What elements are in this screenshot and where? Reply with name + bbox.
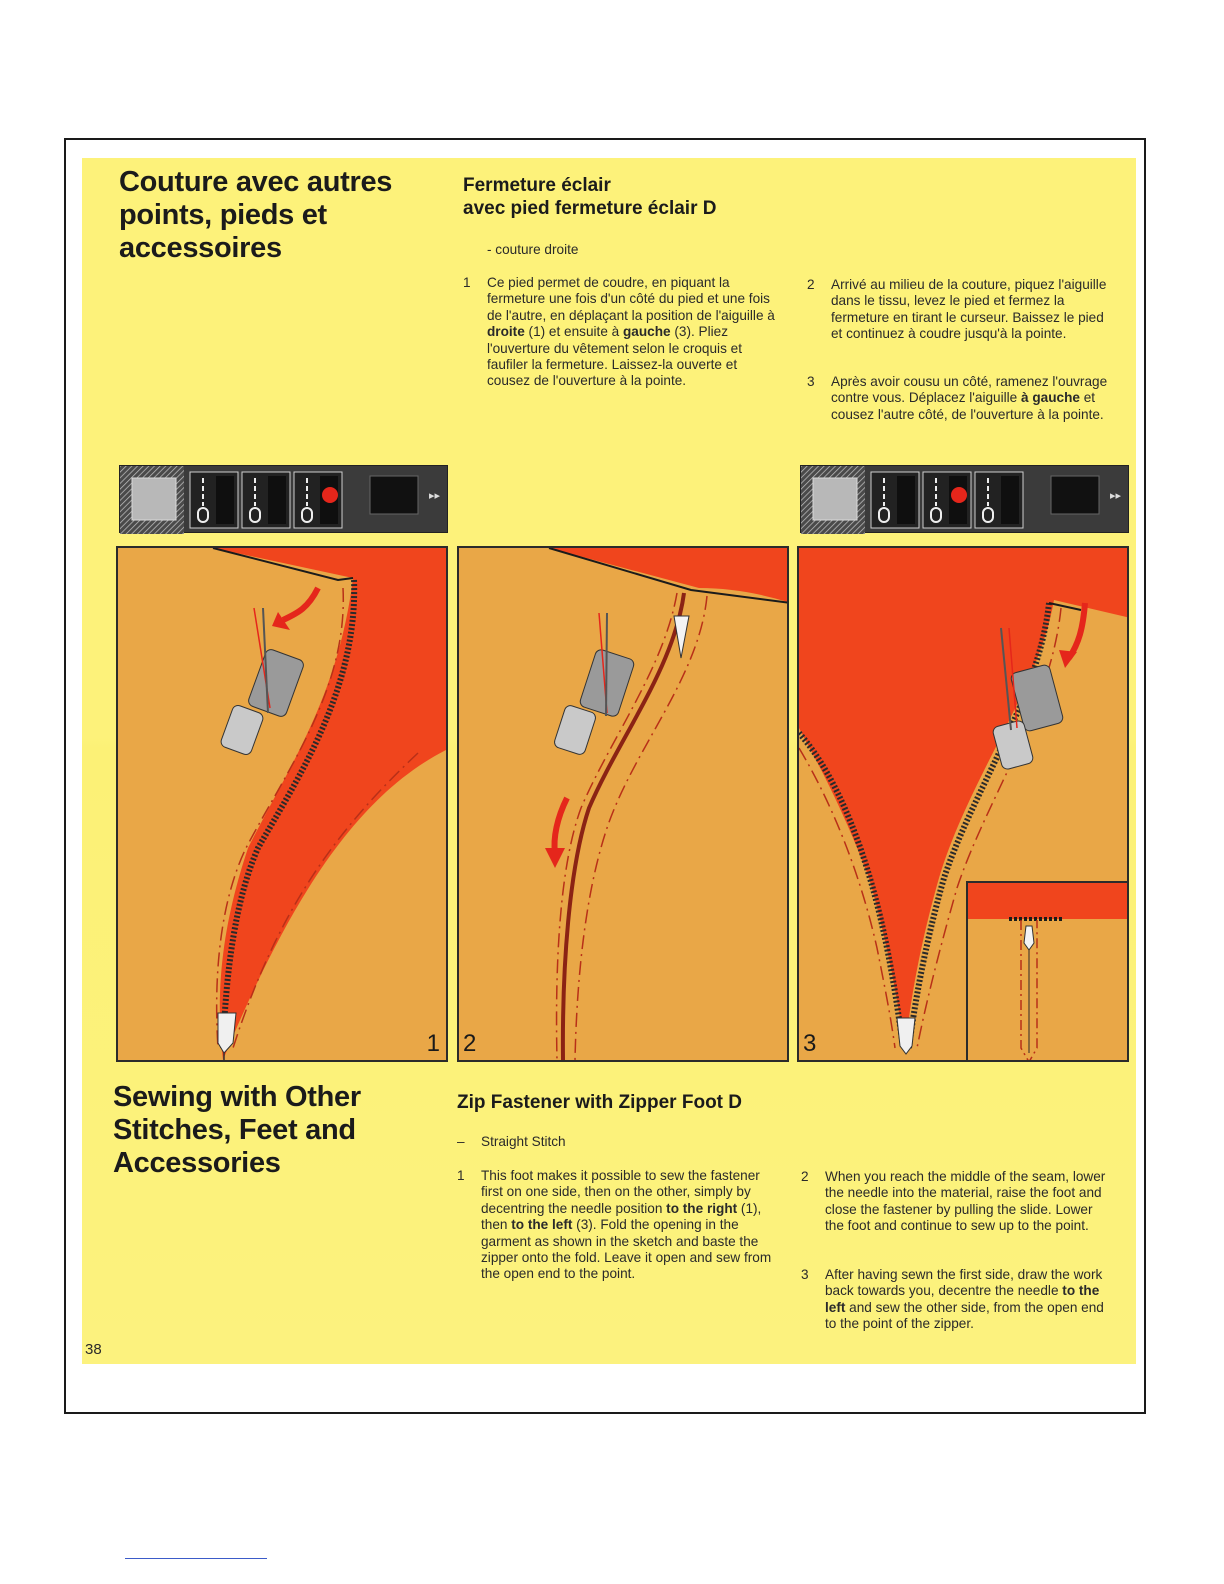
section-title-en: Zip Fastener with Zipper Foot D	[457, 1092, 742, 1113]
page-number: 38	[85, 1341, 102, 1358]
section-title-fr-line: Fermeture éclair	[463, 175, 611, 196]
panel-number: 3	[803, 1030, 817, 1057]
text-run: et cousez l'autre côté, de l'ouverture à la pointe.	[831, 390, 1104, 422]
svg-text:▸▸: ▸▸	[429, 489, 441, 502]
step-number: 2	[807, 277, 815, 292]
emphasis: droite	[487, 324, 525, 340]
title-en	[113, 1081, 361, 1180]
step-text	[487, 275, 775, 390]
step-text: When you reach the middle of the seam, lower the needle into the material, raise the foot and close the fastener by pulling the slide. Lower the foot and continue to sew up to the point.	[825, 1169, 1106, 1234]
step-number: 1	[463, 275, 471, 290]
title-fr	[119, 166, 392, 265]
step-text	[481, 1168, 773, 1283]
step-number: 1	[457, 1168, 465, 1183]
emphasis: à gauche	[1021, 390, 1080, 406]
emphasis: gauche	[623, 324, 671, 340]
step-1-fr	[463, 275, 773, 410]
text-run: Après avoir cousu un côté, ramenez l'ouvrage contre vous. Déplacez l'aiguille	[831, 374, 1108, 406]
step-number: 2	[801, 1169, 809, 1184]
title-en-line: Accessories	[113, 1147, 281, 1179]
panel-number: 1	[426, 1030, 440, 1057]
title-fr-line: accessoires	[119, 232, 282, 264]
step-text: Arrivé au milieu de la couture, piquez l'aiguille dans le tissu, levez le pied et fermez la fermeture en tirant le curseur. Baissez le pied et continuez à coudre jusqu'à la pointe.	[831, 277, 1107, 342]
section-title-fr-line: avec pied fermeture éclair D	[463, 198, 717, 219]
title-fr-line: points, pieds et	[119, 199, 327, 231]
emphasis: to the right	[666, 1200, 738, 1216]
stitch-type-fr: - couture droite	[487, 242, 579, 257]
text-run: (1), then	[481, 1200, 762, 1233]
step-3-fr	[807, 374, 1117, 444]
illustration-panel-3	[797, 546, 1129, 1062]
title-en-line: Stitches, Feet and	[113, 1114, 356, 1146]
text-run: Ce pied permet de coudre, en piquant la fermeture une fois d'un côté du pied et une fois de l'autre, en déplaçant la position de l'aiguille à	[487, 275, 775, 323]
text-run: and sew the other side, from the open end to the point of the zipper.	[825, 1299, 1104, 1332]
step-2-fr	[807, 277, 1117, 367]
step-1-en	[457, 1168, 777, 1303]
text-run: (3). Pliez l'ouverture du vêtement selon le croquis et faufiler la fermeture. Laissez-la ouverte et cousez de l'ouverture à la pointe.	[487, 324, 742, 389]
emphasis: to the left	[511, 1217, 573, 1233]
illustration-panel-2	[457, 546, 789, 1062]
step-3-en	[801, 1267, 1121, 1357]
title-en-line: Sewing with Other	[113, 1081, 361, 1113]
step-number: 3	[807, 374, 815, 389]
panel-number: 2	[463, 1030, 477, 1057]
stitch-dash: –	[457, 1134, 465, 1149]
text-run: This foot makes it possible to sew the fastener first on one side, then on the other, simply by decentring the needle position	[481, 1168, 760, 1216]
text-run: (1) et ensuite à	[524, 324, 623, 340]
divider	[125, 1558, 267, 1559]
section-title-fr	[463, 174, 716, 220]
step-2-en	[801, 1169, 1121, 1259]
text-run: After having sewn the first side, draw the work back towards you, decentre the needle	[825, 1267, 1103, 1299]
emphasis: to the left	[825, 1283, 1100, 1315]
step-number: 3	[801, 1267, 809, 1282]
step-text	[831, 374, 1117, 423]
stitch-type-en	[457, 1134, 566, 1150]
needle-position-selector-left	[800, 465, 1129, 533]
needle-position-selector-right	[119, 465, 448, 533]
illustration-panel-1	[116, 546, 448, 1062]
text-run: (3). Fold the opening in the garment as shown in the sketch and baste the zipper onto the fold. Leave it open and sew from the open end to the point.	[481, 1217, 772, 1282]
stitch-label: Straight Stitch	[481, 1134, 566, 1149]
title-fr-line: Couture avec autres	[119, 166, 393, 198]
svg-text:▸▸: ▸▸	[1110, 489, 1122, 502]
step-text	[825, 1267, 1115, 1333]
